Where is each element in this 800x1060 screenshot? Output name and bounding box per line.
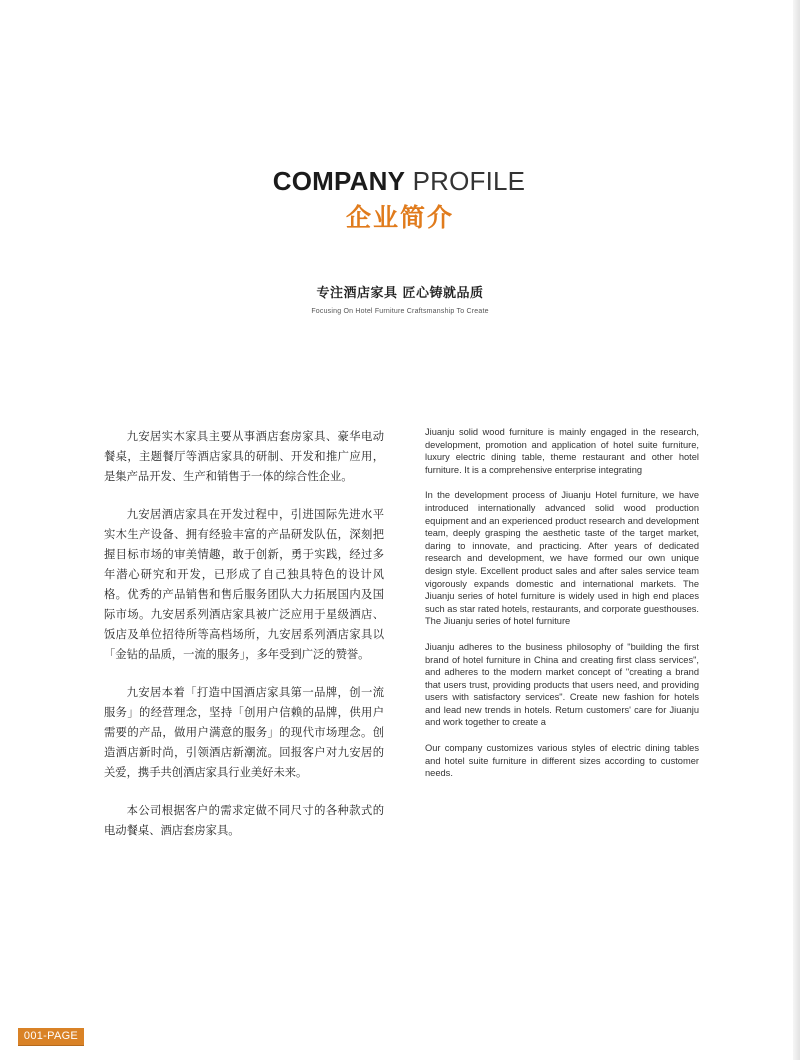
title-english-light: PROFILE — [412, 166, 526, 196]
cn-paragraph-1: 九安居实木家具主要从事酒店套房家具、豪华电动餐桌，主题餐厅等酒店家具的研制、开发和推广应用，是集产品开发、生产和销售于一体的综合性企业。 — [104, 430, 384, 483]
page-header — [0, 166, 800, 234]
page-number-label: 001-PAGE — [18, 1028, 84, 1045]
cn-paragraph-3: 九安居本着「打造中国酒店家具第一品牌，创一流服务」的经营理念，坚持「创用户信赖的品牌，供用户需要的产品，做用户满意的服务」的现代市场理念。创造酒店新时尚，引领酒店新潮流。回报客户对九安居的关爱，携手共创酒店家具行业美好未来。 — [104, 686, 384, 779]
en-paragraph-1: Jiuanju solid wood furniture is mainly engaged in the research, development, promotion and application of hotel suite furniture, luxury electric dining table, theme restaurant and other hotel furniture. It is a comprehensive enterprise integrating — [425, 427, 699, 475]
chinese-text-column — [104, 427, 384, 859]
title-english-bold: COMPANY — [272, 166, 406, 196]
en-paragraph-4: Our company customizes various styles of electric dining tables and hotel suite furniture in different sizes according to customer needs. — [425, 743, 699, 779]
title-english — [0, 166, 800, 196]
en-paragraph-2: In the development process of Jiuanju Hotel furniture, we have introduced internationally advanced solid wood production equipment and an experienced product research and development team, deeply grasping the aesthetic taste of the target market, daring to innovate, and practicing. After years of dedicated research and development, we have formed our own unique design style. Excellent product sales and after sales service team vigorously expands domestic and international markets. The Jiuanju series of hotel furniture is widely used in high end places such as star rated hotels, restaurants, and corporate guesthouses. The Jiuanju series of hotel furniture — [425, 490, 699, 627]
title-chinese: 企业简介 — [345, 203, 454, 232]
slogan-chinese: 专注酒店家具 匠心铸就品质 — [316, 286, 484, 301]
cn-paragraph-2: 九安居酒店家具在开发过程中，引进国际先进水平实木生产设备、拥有经验丰富的产品研发队伍，深刻把握目标市场的审美情趣，敢于创新，勇于实践，经过多年潜心研究和开发，已形成了自己独具特色的设计风格。优秀的产品销售和售后服务团队大力拓展国内及国际市场。九安居系列酒店家具被广泛应用于星级酒店、饭店及单位招待所等高档场所，九安居系列酒店家具以「金钻的品质，一流的服务」，多年受到广泛的赞誉。 — [104, 508, 384, 661]
en-paragraph-3: Jiuanju adheres to the business philosophy of "building the first brand of hotel furniture in China and creating first class services", and adheres to the modern market concept of "creating a brand that users trust, providing products that users need, and providing users with satisfactory services". Create new fashion for hotels and lead new trends in hotels. Return customers' care for Jiuanju and work together to create a — [425, 641, 699, 728]
page-edge-shadow — [793, 0, 800, 1060]
english-text-column — [425, 426, 699, 793]
slogan-english: Focusing On Hotel Furniture Craftsmanship To Create — [311, 308, 489, 315]
slogan — [0, 285, 800, 317]
cn-paragraph-4: 本公司根据客户的需求定做不同尺寸的各种款式的电动餐桌、酒店套房家具。 — [104, 804, 384, 837]
page-tag-underline — [18, 1045, 84, 1046]
